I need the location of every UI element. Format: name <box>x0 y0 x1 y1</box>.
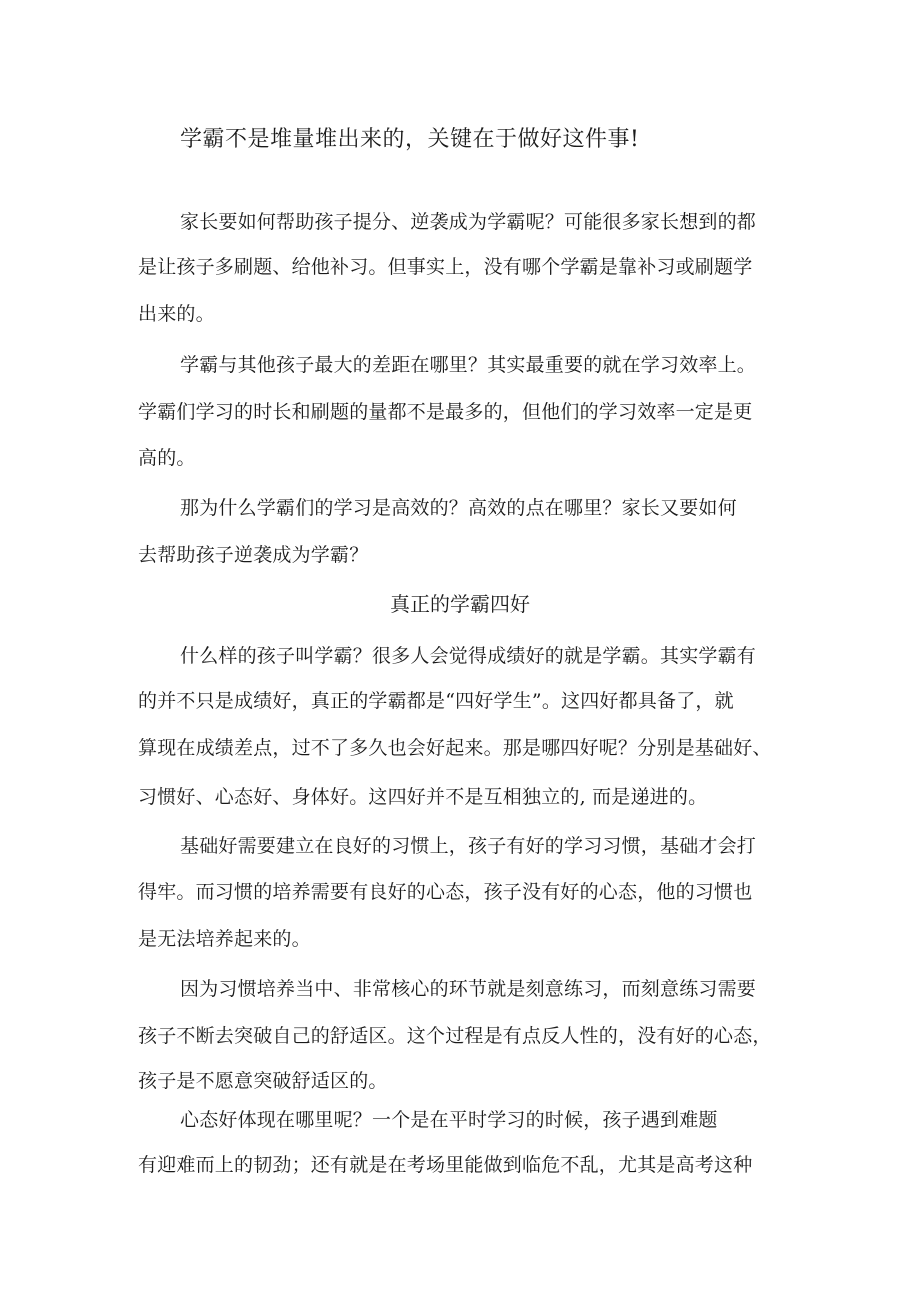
paragraph-line: 因为习惯培养当中、非常核心的环节就是刻意练习，而刻意练习需要 <box>180 978 757 1000</box>
paragraph-line: 家长要如何帮助孩子提分、逆袭成为学霸呢？可能很多家长想到的都 <box>180 211 757 233</box>
document-title: 学霸不是堆量堆出来的，关键在于做好这件事! <box>180 127 640 152</box>
paragraph-line: 出来的。 <box>138 303 215 325</box>
paragraph-line: 孩子是不愿意突破舒适区的。 <box>138 1070 388 1092</box>
paragraph-line: 有迎难而上的韧劲；还有就是在考场里能做到临危不乱，尤其是高考这种 <box>138 1154 753 1176</box>
paragraph-line: 是让孩子多刷题、给他补习。但事实上，没有哪个学霸是靠补习或刷题学 <box>138 256 753 278</box>
paragraph-line: 是无法培养起来的。 <box>138 928 311 950</box>
paragraph-line: 的并不只是成绩好，真正的学霸都是“四好学生”。这四好都具备了，就 <box>138 690 734 712</box>
paragraph-line: 学霸与其他孩子最大的差距在哪里？其实最重要的就在学习效率上。 <box>180 354 757 376</box>
section-heading: 真正的学霸四好 <box>390 592 530 616</box>
paragraph-line: 习惯好、心态好、身体好。这四好并不是互相独立的, 而是递进的。 <box>138 786 708 808</box>
paragraph-line: 得牢。而习惯的培养需要有良好的心态，孩子没有好的心态，他的习惯也 <box>138 881 753 903</box>
paragraph-line: 学霸们学习的时长和刷题的量都不是最多的，但他们的学习效率一定是更 <box>138 401 753 423</box>
paragraph-line: 什么样的孩子叫学霸？很多人会觉得成绩好的就是学霸。其实学霸有 <box>180 645 757 667</box>
paragraph-line: 算现在成绩差点，过不了多久也会好起来。那是哪四好呢？分别是基础好、 <box>138 737 772 759</box>
paragraph-line: 高的。 <box>138 447 196 469</box>
paragraph-line: 去帮助孩子逆袭成为学霸？ <box>138 544 369 566</box>
paragraph-line: 基础好需要建立在良好的习惯上，孩子有好的学习习惯，基础才会打 <box>180 835 757 857</box>
paragraph-line: 心态好体现在哪里呢？一个是在平时学习的时候，孩子遇到难题 <box>180 1109 718 1131</box>
paragraph-line: 孩子不断去突破自己的舒适区。这个过程是有点反人性的，没有好的心态， <box>138 1025 772 1047</box>
paragraph-line: 那为什么学霸们的学习是高效的？高效的点在哪里？家长又要如何 <box>180 497 737 519</box>
